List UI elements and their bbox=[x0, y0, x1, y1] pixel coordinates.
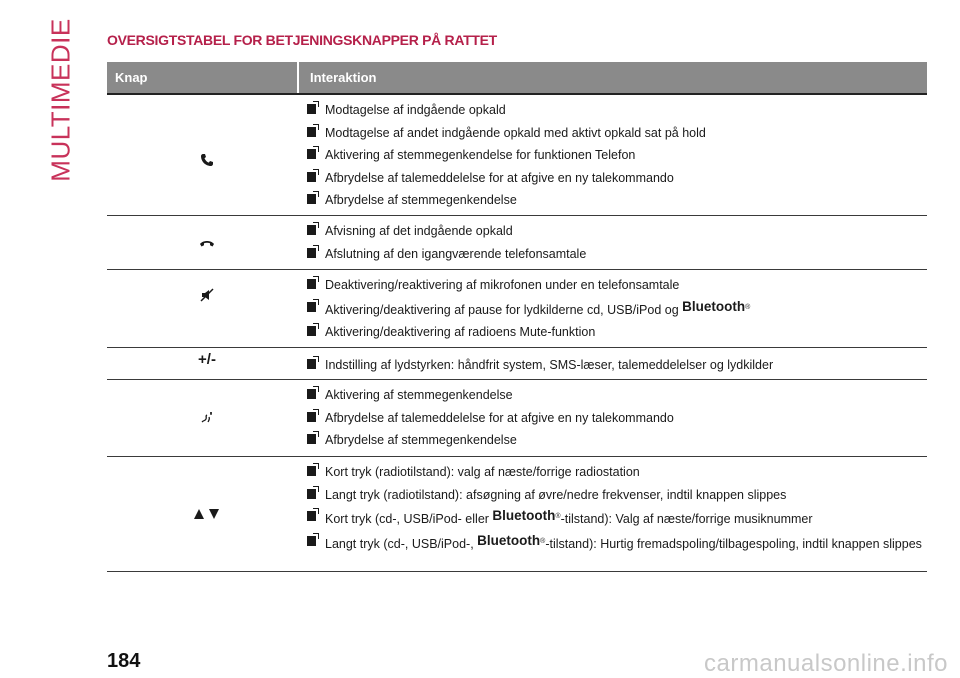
list-item: Aktivering/deaktivering af radioens Mute-funktion bbox=[307, 325, 927, 339]
col-header-interaktion: Interaktion bbox=[297, 62, 927, 93]
col-header-knap: Knap bbox=[115, 70, 148, 85]
list-item: Modtagelse af andet indgående opkald med aktivt opkald sat på hold bbox=[307, 126, 927, 140]
list-item: Aktivering af stemmegenkendelse bbox=[307, 388, 927, 402]
list-item: Deaktivering/reaktivering af mikrofonen under en telefonsamtale bbox=[307, 278, 927, 292]
list-item: Aktivering/deaktivering af pause for lydkilderne cd, USB/iPod og Bluetooth® bbox=[307, 301, 927, 317]
list-item: Afvisning af det indgående opkald bbox=[307, 224, 927, 238]
list-item: Kort tryk (cd-, USB/iPod- eller Bluetooth®-tilstand): Valg af næste/forrige musiknummer bbox=[307, 510, 927, 526]
table-row bbox=[107, 348, 927, 380]
list-item: Afbrydelse af talemeddelelse for at afgive en ny talekommando bbox=[307, 171, 927, 185]
phone-answer-icon bbox=[200, 153, 214, 167]
knap-cell bbox=[107, 270, 307, 347]
table-row bbox=[107, 270, 927, 348]
bluetooth-brand: Bluetooth bbox=[477, 532, 541, 548]
bluetooth-brand: Bluetooth bbox=[682, 298, 746, 314]
table-row bbox=[107, 95, 927, 216]
table-row bbox=[107, 457, 927, 572]
page-heading: OVERSIGTSTABEL FOR BETJENINGSKNAPPER PÅ RATTET bbox=[107, 32, 497, 48]
volume-plus-minus-label: +/- bbox=[198, 351, 216, 368]
mute-icon bbox=[200, 288, 214, 302]
list-item: Modtagelse af indgående opkald bbox=[307, 103, 927, 117]
watermark: carmanualsonline.info bbox=[704, 650, 948, 677]
knap-cell bbox=[107, 348, 307, 379]
knap-cell bbox=[107, 95, 307, 215]
table-row bbox=[107, 380, 927, 457]
list-item: Afslutning af den igangværende telefonsamtale bbox=[307, 247, 927, 261]
knap-cell bbox=[107, 216, 307, 269]
table-row bbox=[107, 216, 927, 270]
voice-command-icon bbox=[200, 410, 214, 424]
bluetooth-brand: Bluetooth bbox=[492, 508, 556, 524]
table-header bbox=[107, 62, 927, 95]
page-number: 184 bbox=[107, 650, 141, 672]
knap-cell bbox=[107, 457, 307, 571]
list-item: Langt tryk (radiotilstand): afsøgning af øvre/nedre frekvenser, indtil knappen slippes bbox=[307, 488, 927, 502]
list-item: Kort tryk (radiotilstand): valg af næste/forrige radiostation bbox=[307, 465, 927, 479]
phone-hangup-icon bbox=[199, 238, 215, 248]
list-item: Indstilling af lydstyrken: håndfrit system, SMS-læser, talemeddelelser og lydkilder bbox=[307, 358, 927, 372]
up-down-arrows-icon bbox=[192, 507, 222, 521]
list-item: Afbrydelse af talemeddelelse for at afgive en ny talekommando bbox=[307, 411, 927, 425]
list-item: Aktivering af stemmegenkendelse for funktionen Telefon bbox=[307, 148, 927, 162]
list-item: Afbrydelse af stemmegenkendelse bbox=[307, 433, 927, 447]
section-side-title: MULTIMEDIE bbox=[45, 18, 76, 182]
controls-table bbox=[107, 62, 927, 572]
list-item: Langt tryk (cd-, USB/iPod-, Bluetooth®-tilstand): Hurtig fremadspoling/tilbagespoling, indtil knappen slippes bbox=[307, 535, 927, 551]
knap-cell bbox=[107, 380, 307, 456]
list-item: Afbrydelse af stemmegenkendelse bbox=[307, 193, 927, 207]
